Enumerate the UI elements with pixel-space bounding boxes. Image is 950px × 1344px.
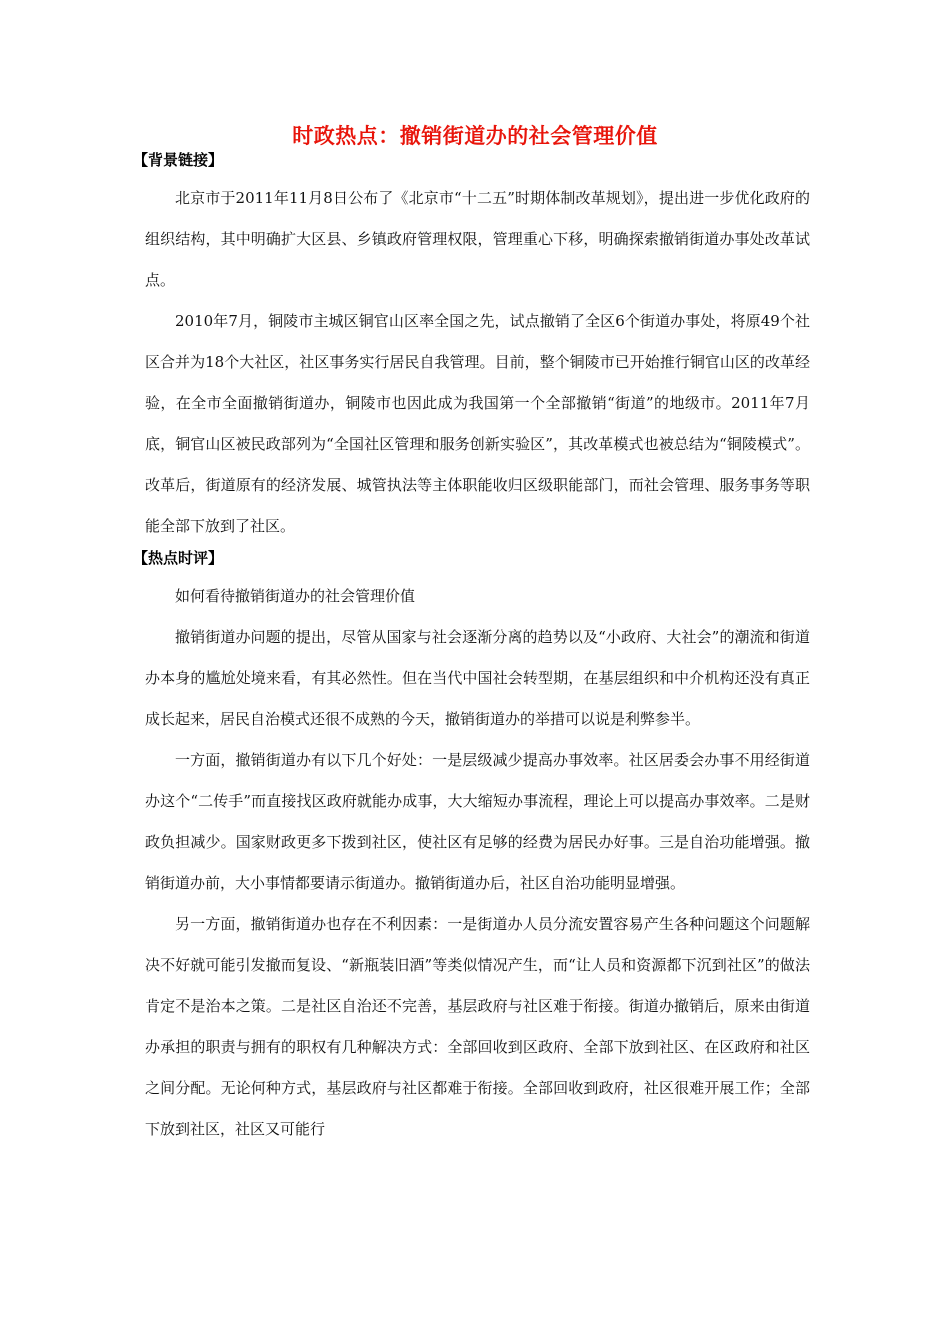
paragraph: 如何看待撤销街道办的社会管理价值 xyxy=(175,587,416,605)
paragraph: 2010年7月，铜陵市主城区铜官山区率全国之先，试点撤销了全区6个街道办事处，将原49个社区合并为18个大社区，社区事务实行居民自我管理。目前，整个铜陵市已开始推行铜官山区的改革经验，在全市全面撤销街道办，铜陵市也因此成为我国第一个全部撤销“街道”的地级市。2011年7月底，铜官山区被民政部列为“全国社区管理和服务创新实验区”，其改革模式也被总结为“铜陵模式”。改革后，街道原有的经济发展、城管执法等主体职能收归区级职能部门，而社会管理、服务事务等职能全部下放到了社区。 xyxy=(145,312,810,535)
page-title: 时政热点：撤销街道办的社会管理价值 xyxy=(292,124,658,148)
paragraph: 撤销街道办问题的提出，尽管从国家与社会逐渐分离的趋势以及“小政府、大社会”的潮流和街道办本身的尴尬处境来看，有其必然性。但在当代中国社会转型期，在基层组织和中介机构还没有真正成长起来，居民自治模式还很不成熟的今天，撤销街道办的举措可以说是利弊参半。 xyxy=(145,628,810,728)
section-heading-hot-comment: 【热点时评】 xyxy=(133,549,224,567)
paragraph: 另一方面，撤销街道办也存在不利因素：一是街道办人员分流安置容易产生各种问题这个问题解决不好就可能引发撤而复设、“新瓶装旧酒”等类似情况产生，而“让人员和资源都下沉到社区”的做法肯定不是治本之策。二是社区自治还不完善，基层政府与社区难于衔接。街道办撤销后，原来由街道办承担的职责与拥有的职权有几种解决方式：全部回收到区政府、全部下放到社区、在区政府和社区之间分配。无论何种方式，基层政府与社区都难于衔接。全部回收到政府，社区很难开展工作；全部下放到社区，社区又可能行 xyxy=(145,915,810,1138)
paragraph: 北京市于2011年11月8日公布了《北京市“十二五”时期体制改革规划》，提出进一步优化政府的组织结构，其中明确扩大区县、乡镇政府管理权限，管理重心下移，明确探索撤销街道办事处改革试点。 xyxy=(145,189,810,289)
background-body xyxy=(145,178,810,547)
comment-body xyxy=(145,576,810,1150)
section-heading-background: 【背景链接】 xyxy=(133,151,224,169)
paragraph: 一方面，撤销街道办有以下几个好处：一是层级减少提高办事效率。社区居委会办事不用经街道办这个“二传手”而直接找区政府就能办成事，大大缩短办事流程，理论上可以提高办事效率。二是财政负担减少。国家财政更多下拨到社区，使社区有足够的经费为居民办好事。三是自治功能增强。撤销街道办前，大小事情都要请示街道办。撤销街道办后，社区自治功能明显增强。 xyxy=(145,751,810,892)
